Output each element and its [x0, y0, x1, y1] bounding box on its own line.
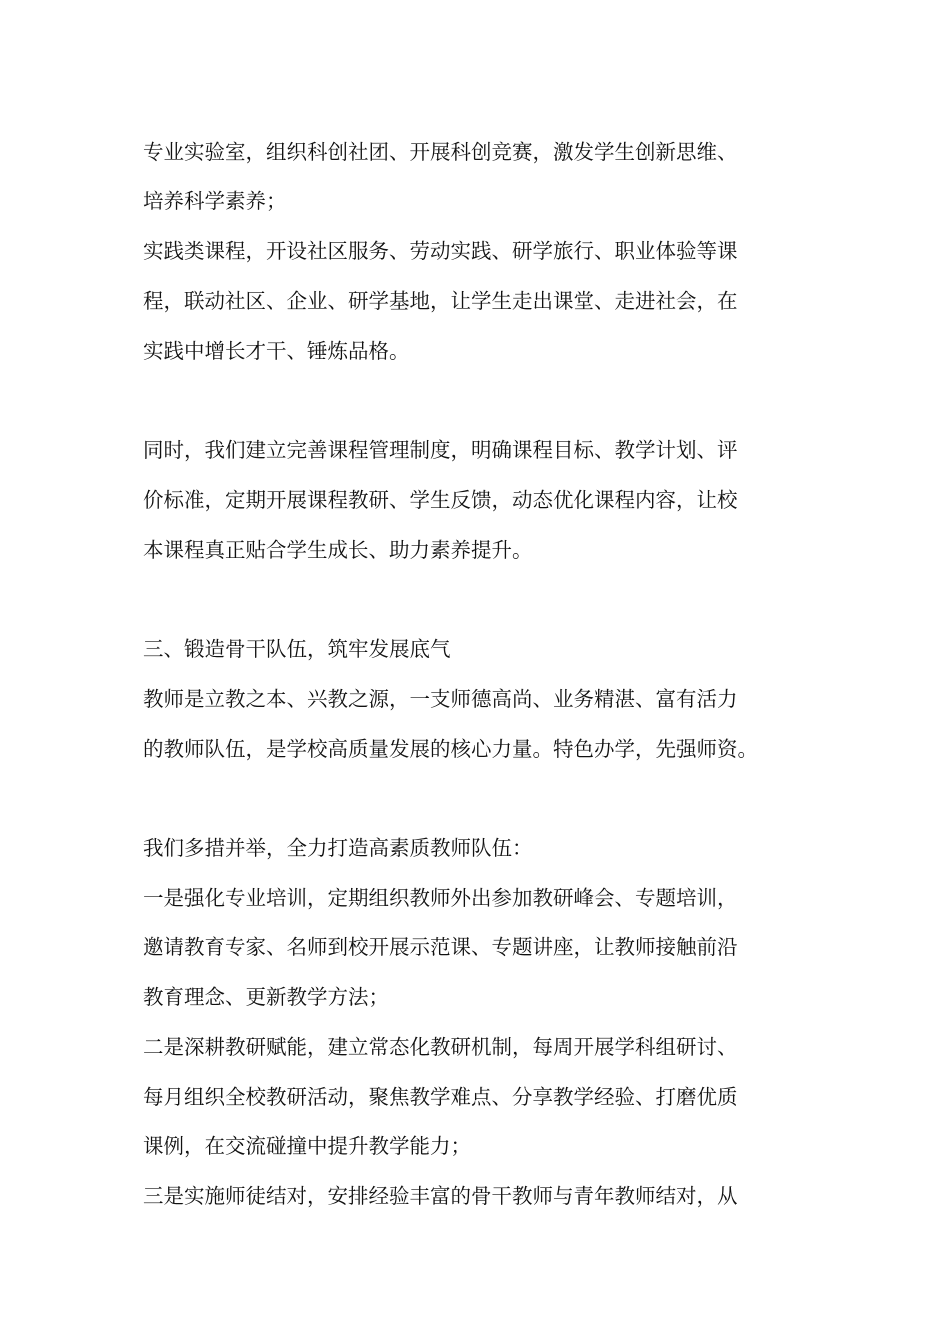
text-line: 教育理念、更新教学方法； — [143, 985, 389, 1009]
text-line: 实践中增长才干、锤炼品格。 — [143, 339, 410, 363]
section-heading: 三、锻造骨干队伍，筑牢发展底气 — [143, 637, 451, 661]
text-line: 教师是立教之本、兴教之源，一支师德高尚、业务精湛、富有活力 — [143, 687, 738, 711]
text-line: 本课程真正贴合学生成长、助力素养提升。 — [143, 538, 533, 562]
text-line: 课例，在交流碰撞中提升教学能力； — [143, 1134, 471, 1158]
text-line: 培养科学素养； — [143, 189, 287, 213]
text-line: 同时，我们建立完善课程管理制度，明确课程目标、教学计划、评 — [143, 438, 738, 462]
text-line: 专业实验室，组织科创社团、开展科创竞赛，激发学生创新思维、 — [143, 140, 738, 164]
text-line: 程，联动社区、企业、研学基地，让学生走出课堂、走进社会，在 — [143, 289, 738, 313]
text-line: 每月组织全校教研活动，聚焦教学难点、分享教学经验、打磨优质 — [143, 1085, 738, 1109]
text-line: 二是深耕教研赋能，建立常态化教研机制，每周开展学科组研讨、 — [143, 1035, 738, 1059]
text-line: 价标准，定期开展课程教研、学生反馈，动态优化课程内容，让校 — [143, 488, 738, 512]
text-line: 实践类课程，开设社区服务、劳动实践、研学旅行、职业体验等课 — [143, 239, 738, 263]
text-line: 三是实施师徒结对，安排经验丰富的骨干教师与青年教师结对，从 — [143, 1184, 738, 1208]
text-line: 邀请教育专家、名师到校开展示范课、专题讲座，让教师接触前沿 — [143, 935, 738, 959]
text-line: 一是强化专业培训，定期组织教师外出参加教研峰会、专题培训， — [143, 886, 738, 910]
text-line: 我们多措并举，全力打造高素质教师队伍： — [143, 836, 533, 860]
text-line: 的教师队伍，是学校高质量发展的核心力量。特色办学，先强师资。 — [143, 737, 758, 761]
